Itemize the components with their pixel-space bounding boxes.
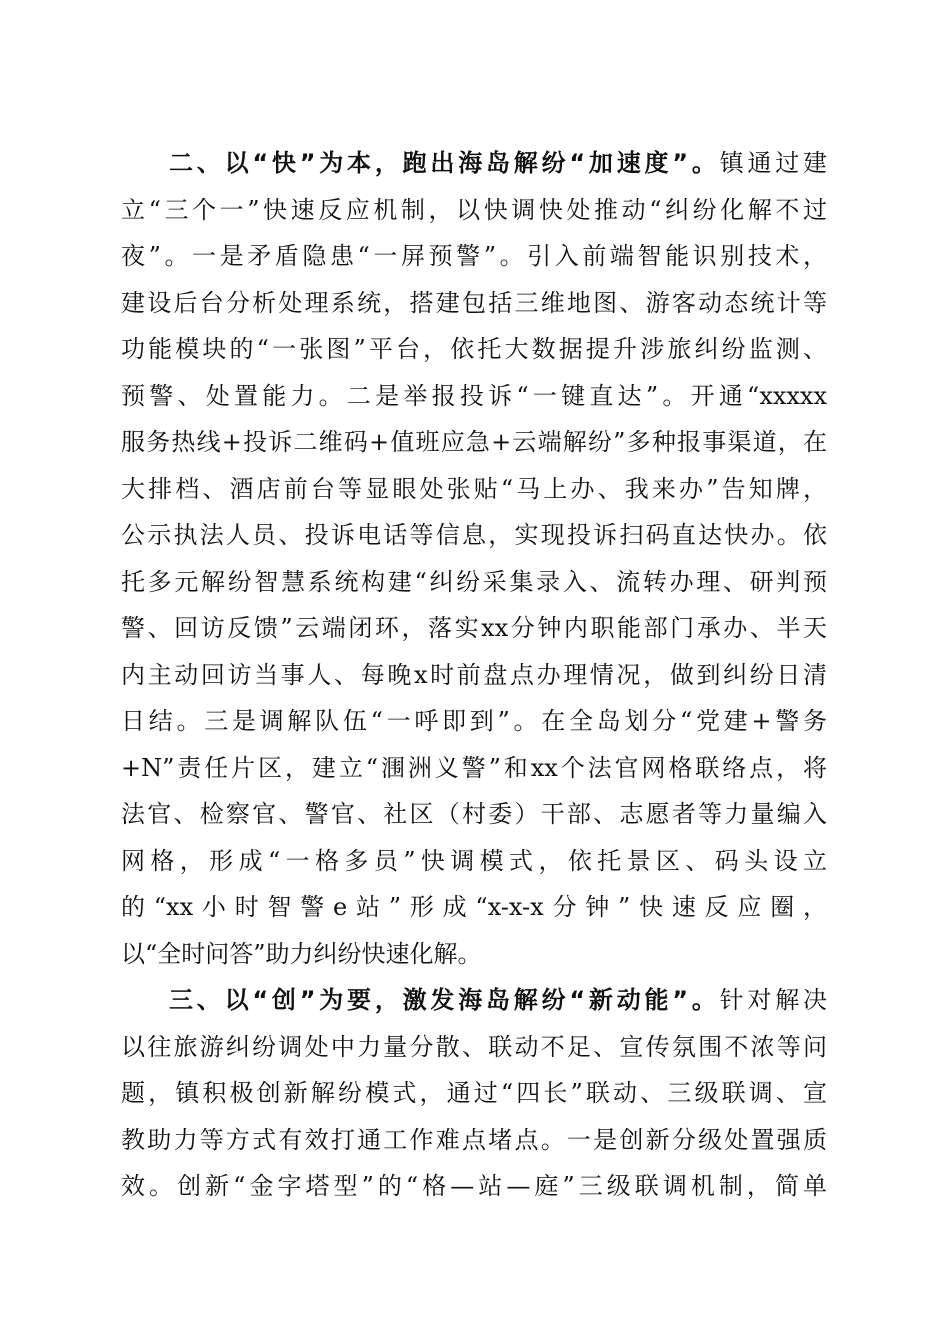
paragraph-line: 法官、检察官、警官、社区（村委）干部、志愿者等力量编入 — [121, 800, 827, 828]
paragraph-line: 效。创新“金字塔型”的“格—站—庭”三级联调机制，简单 — [121, 1172, 827, 1200]
paragraph-line: 建设后台分析处理系统，搭建包括三维地图、游客动态统计等 — [121, 288, 827, 317]
paragraph-line: 功能模块的“一张图”平台，依托大数据提升涉旅纠纷监测、 — [121, 335, 827, 363]
paragraph-heading: 三、以“创”为要，激发海岛解纷“新动能”。 — [169, 986, 720, 1014]
paragraph-line: 托多元解纷智慧系统构建“纠纷采集录入、流转办理、研判预 — [121, 567, 827, 596]
paragraph-line: 大排档、酒店前台等显眼处张贴“马上办、我来办”告知牌， — [121, 474, 827, 503]
paragraph-line: 立“三个一”快速反应机制，以快调快处推动“纠纷化解不过 — [121, 195, 827, 224]
paragraph-line: 警、回访反馈”云端闭环，落实xx分钟内职能部门承办、半天 — [121, 614, 827, 642]
paragraph-line: 公示执法人员、投诉电话等信息，实现投诉扫码直达快办。依 — [121, 521, 827, 549]
paragraph-line: +N”责任片区，建立“涠洲义警”和xx个法官网格联络点，将 — [121, 753, 827, 782]
paragraph-line: 网格，形成“一格多员”快调模式，依托景区、码头设立 — [121, 846, 827, 875]
paragraph-line: 以往旅游纠纷调处中力量分散、联动不足、宣传氛围不浓等问 — [121, 1032, 827, 1061]
paragraph-line: 教助力等方式有效打通工作难点堵点。一是创新分级处置强质 — [121, 1125, 827, 1154]
paragraph-line: 日结。三是调解队伍“一呼即到”。在全岛划分“党建+警务 — [121, 707, 827, 735]
paragraph-line: 预警、处置能力。二是举报投诉“一键直达”。开通“xxxxx — [121, 381, 827, 410]
paragraph-line: 内主动回访当事人、每晚x时前盘点办理情况，做到纠纷日清 — [121, 660, 827, 689]
paragraph-quick — [121, 140, 827, 977]
paragraph-line: 题，镇积极创新解纷模式，通过“四长”联动、三级联调、宣 — [121, 1079, 827, 1107]
paragraph-line: 夜”。一是矛盾隐患“一屏预警”。引入前端智能识别技术， — [121, 242, 827, 270]
paragraph-line: 二、以“快”为本，跑出海岛解纷“加速度”。镇通过建 — [169, 149, 828, 177]
paragraph-innovate — [121, 977, 827, 1210]
paragraph-line: 的“xx小时智警e站”形成“x-x-x分钟”快速反应圈， — [121, 893, 827, 921]
paragraph-line: 服务热线+投诉二维码+值班应急+云端解纷”多种报事渠道，在 — [121, 428, 827, 456]
paragraph-line: 三、以“创”为要，激发海岛解纷“新动能”。针对解决 — [169, 986, 828, 1014]
document-page — [121, 140, 827, 1210]
paragraph-heading: 二、以“快”为本，跑出海岛解纷“加速度”。 — [169, 149, 720, 177]
paragraph-line: 以“全时问答”助力纠纷快速化解。 — [121, 939, 482, 968]
